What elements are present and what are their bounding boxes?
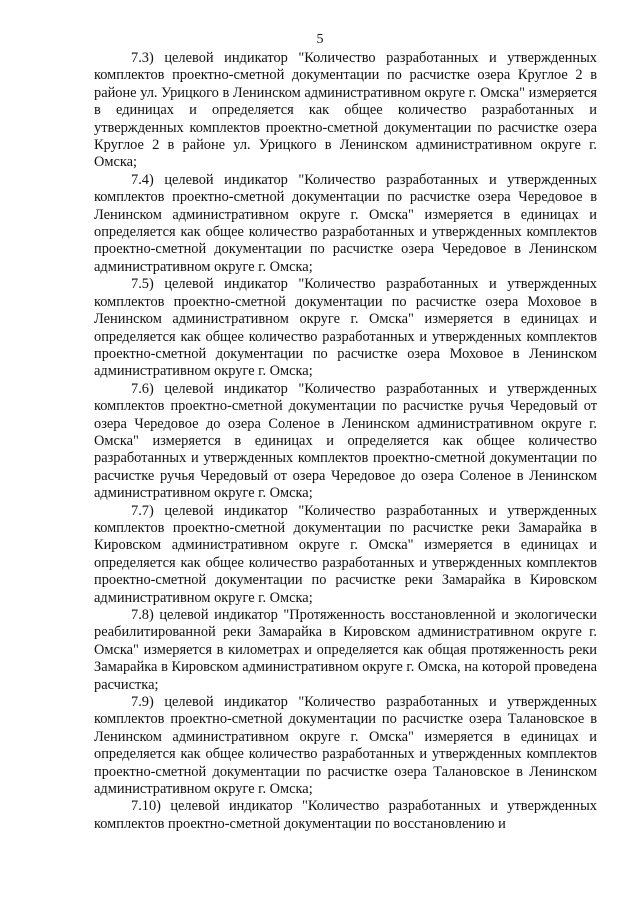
paragraph-7-5: 7.5) целевой индикатор "Количество разработанных и утвержденных комплектов проектно-сметной документации по расчистке озера Моховое в Ленинском административном округе г. Омска" измеряется в единицах и определяется как общее количество разработанных и утвержденных комплектов проектно-сметной документации по расчистке озера Моховое в Ленинском административном округе г. Омска;: [94, 276, 597, 380]
page-number: 5: [316, 32, 324, 47]
paragraph-7-7: 7.7) целевой индикатор "Количество разработанных и утвержденных комплектов проектно-сметной документации по расчистке реки Замарайка в Кировском административном округе г. Омска" измеряется в единицах и определяется как общее количество разработанных и утвержденных комплектов проектно-сметной документации по расчистке реки Замарайка в Кировском административном округе г. Омска;: [94, 502, 597, 606]
paragraph-7-9: 7.9) целевой индикатор "Количество разработанных и утвержденных комплектов проектно-сметной документации по расчистке озера Талановское в Ленинском административном округе г. Омска" измеряется в единицах и определяется как общее количество разработанных и утвержденных комплектов проектно-сметной документации по расчистке озера Талановское в Ленинском административном округе г. Омска;: [94, 694, 597, 798]
paragraph-7-3: 7.3) целевой индикатор "Количество разработанных и утвержденных комплектов проектно-сметной документации по расчистке озера Круглое 2 в районе ул. Урицкого в Ленинском административном округе г. Омска" измеряется в единицах и определяется как общее количество разработанных и утвержденных комплектов проектно-сметной документации по расчистке озера Круглое 2 в районе ул. Урицкого в Ленинском административном округе г. Омска;: [94, 50, 597, 171]
paragraph-7-8: 7.8) целевой индикатор "Протяженность восстановленной и экологически реабилитированной реки Замарайка в Кировском административном округе г. Омска" измеряется в километрах и определяется как общая протяженность реки Замарайка в Кировском административном округе г. Омска, на которой проведена расчистка;: [94, 607, 597, 693]
paragraph-7-6: 7.6) целевой индикатор "Количество разработанных и утвержденных комплектов проектно-сметной документации по расчистке ручья Чередовый от озера Чередовое до озера Соленое в Ленинском административном округе г. Омска" измеряется в единицах и определяется как общее количество разработанных и утвержденных комплектов проектно-сметной документации по расчистке ручья Чередовый от озера Чередовое до озера Соленое в Ленинском административном округе г. Омска;: [94, 380, 597, 502]
paragraph-7-10: 7.10) целевой индикатор "Количество разработанных и утвержденных комплектов проектно-сметной документации по восстановлению и: [94, 798, 597, 832]
paragraph-7-4: 7.4) целевой индикатор "Количество разработанных и утвержденных комплектов проектно-сметной документации по расчистке озера Чередовое в Ленинском административном округе г. Омска" измеряется в единицах и определяется как общее количество разработанных и утвержденных комплектов проектно-сметной документации по расчистке озера Чередовое в Ленинском административном округе г. Омска;: [94, 171, 597, 275]
document-body: [94, 50, 597, 833]
